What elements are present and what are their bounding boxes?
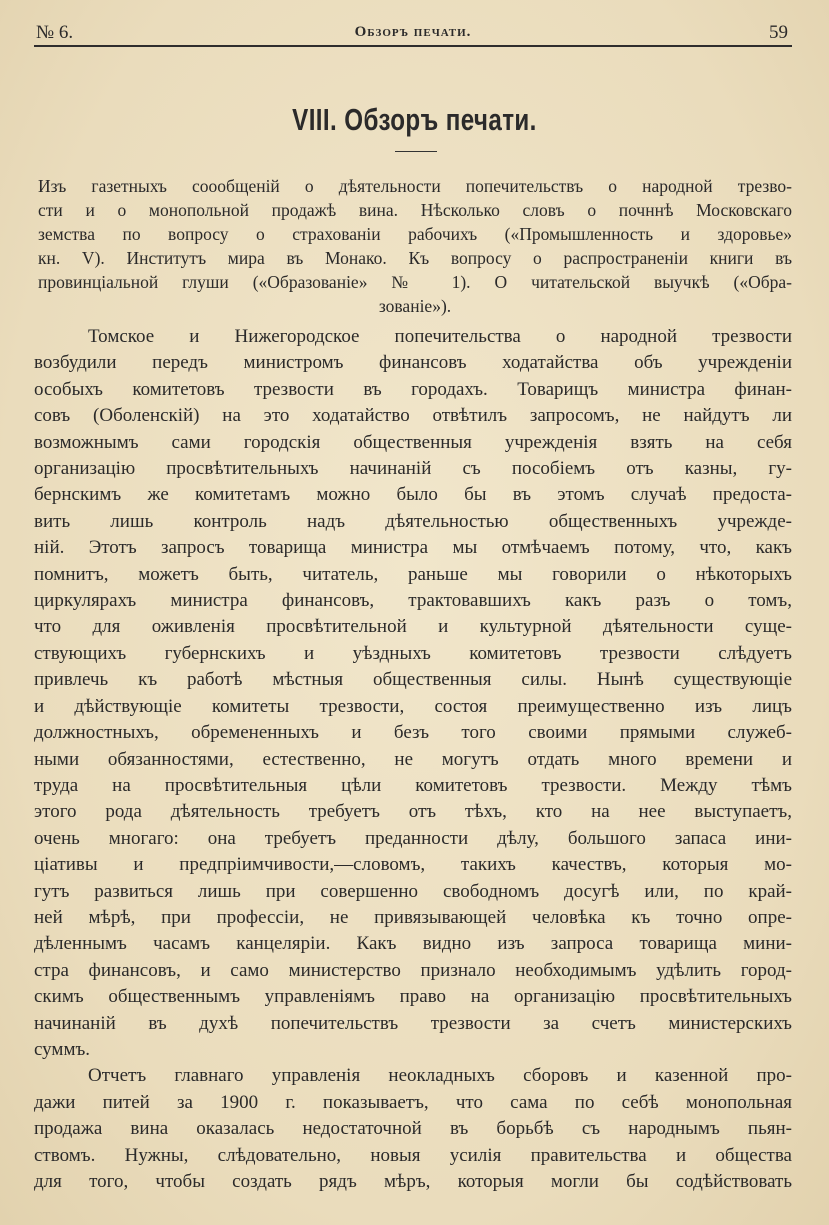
body-line: должностныхъ, обремененныхъ и безъ того своими прямыми служеб-: [34, 722, 792, 744]
body-line: ній. Этотъ запросъ товарища министра мы отмѣчаемъ потому, что, какъ: [34, 537, 792, 559]
body-line: организацію просвѣтительныхъ начинаній съ пособіемъ отъ казны, гу-: [34, 458, 792, 480]
body-line: циркулярахъ министра финансовъ, трактовавшихъ какъ разъ о томъ,: [34, 590, 792, 612]
summary-line: зованіе»).: [378, 296, 452, 316]
summary-line: земства по вопросу о страхованіи рабочихъ («Промышленность и здоровье»: [38, 224, 792, 244]
body-line: возможнымъ сами городскія общественныя учрежденія взять на себя: [34, 431, 792, 453]
section-summary: [38, 174, 792, 318]
body-line: ціативы и предпріимчивости,—словомъ, такихъ качествъ, которыя мо-: [34, 854, 792, 876]
summary-line: Изъ газетныхъ соообщеній о дѣятельности попечительствъ о народной трезво-: [38, 176, 792, 196]
header-rule: [34, 45, 792, 47]
body-line: скимъ общественнымъ управленіямъ право на организацію просвѣтительныхъ: [34, 986, 792, 1008]
body-line: Отчетъ главнаго управленія неокладныхъ сборовъ и казенной про-: [88, 1065, 792, 1087]
body-line: суммъ.: [34, 1038, 91, 1060]
body-line: и дѣйствующіе комитеты трезвости, состоя преимущественно изъ лицъ: [34, 695, 792, 717]
body-line: дѣленнымъ часамъ канцеляріи. Какъ видно изъ запроса товарища мини-: [34, 933, 792, 955]
body-line: стра финансовъ, и само министерство признало необходимымъ удѣлить город-: [34, 959, 792, 981]
body-line: гутъ развиться лишь при совершенно свободномъ досугѣ или, по край-: [34, 880, 792, 902]
page-number: 59: [769, 22, 788, 43]
body-line: привлечь къ работѣ мѣстныя общественныя силы. Нынѣ существующіе: [34, 669, 792, 691]
body-line: труда на просвѣтительныя цѣли комитетовъ трезвости. Между тѣмъ: [34, 774, 792, 796]
running-header: [34, 18, 792, 48]
title-divider: [395, 151, 437, 152]
body-line: ней мѣрѣ, при профессіи, не привязывающей человѣка къ точно опре-: [34, 906, 792, 928]
summary-line: провинціальной глуши («Образованіе» № 1). О читательской выучкѣ («Обра-: [38, 272, 792, 292]
body-line: совъ (Оболенскій) на это ходатайство отвѣтилъ запросомъ, не найдутъ ли: [34, 405, 792, 427]
body-line: начинаній въ духѣ попечительствъ трезвости за счетъ министерскихъ: [34, 1012, 792, 1034]
body-line: для того, чтобы создать рядъ мѣръ, которыя могли бы содѣйствовать: [34, 1171, 792, 1192]
body-line: очень многаго: она требуетъ преданности дѣлу, большого запаса ини-: [34, 827, 792, 849]
body-line: продажа вина оказалась недостаточной въ борьбѣ съ народнымъ пьян-: [34, 1118, 792, 1140]
article-body: [34, 324, 792, 1195]
issue-number: № 6.: [36, 22, 74, 43]
summary-line: сти и о монопольной продажѣ вина. Нѣсколько словъ о почннѣ Московскаго: [38, 200, 792, 220]
body-line: этого рода дѣятельность требуетъ отъ тѣхъ, кто на нее выступаетъ,: [34, 801, 792, 823]
body-line: особыхъ комитетовъ трезвости въ городахъ. Товарищъ министра финан-: [34, 378, 792, 400]
running-title: Обзоръ печати.: [354, 24, 472, 40]
body-line: что для оживленія просвѣтительной и культурной дѣятельности суще-: [34, 616, 792, 638]
body-line: помнитъ, можетъ быть, читатель, раньше мы говорили о нѣкоторыхъ: [34, 563, 792, 585]
body-line: ствомъ. Нужны, слѣдовательно, новыя усилія правительства и общества: [34, 1144, 792, 1166]
body-line: бернскимъ же комитетамъ можно было бы въ этомъ случаѣ предоста-: [34, 484, 792, 506]
body-line: ствующихъ губернскихъ и уѣздныхъ комитетовъ трезвости слѣдуетъ: [34, 642, 792, 664]
body-line: Томское и Нижегородское попечительства о народной трезвости: [88, 326, 792, 347]
body-line: ными обязанностями, естественно, не могутъ отдать много времени и: [34, 748, 792, 770]
body-line: дажи питей за 1900 г. показываетъ, что сама по себѣ монопольная: [34, 1091, 792, 1113]
body-line: возбудили передъ министромъ финансовъ ходатайства объ учрежденіи: [34, 352, 792, 374]
section-title: VIII. Обзоръ печати.: [292, 102, 537, 137]
summary-line: кн. V). Институтъ мира въ Монако. Къ вопросу о распространеніи книги въ: [38, 248, 792, 268]
body-line: вить лишь контроль надъ дѣятельностью общественныхъ учрежде-: [34, 510, 792, 532]
